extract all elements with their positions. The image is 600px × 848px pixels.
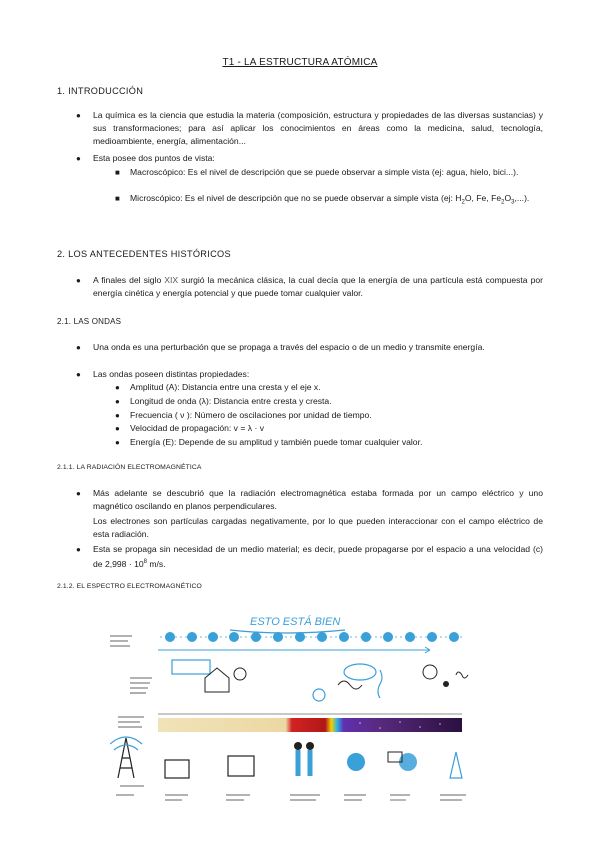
list-item-frecuencia: ● Frecuencia ( ν ): Número de oscilaciones por unidad de tiempo. bbox=[115, 410, 372, 420]
bullet-dot: ● bbox=[115, 411, 120, 420]
radio-tower-icon bbox=[118, 738, 134, 778]
people-icon bbox=[298, 750, 310, 776]
bullet-dot: ● bbox=[76, 343, 81, 352]
paragraph-electrones: Los electrones son partículas cargadas negativamente, por lo que pueden interaccionar con el campo eléctrico de esta radiación. bbox=[93, 516, 543, 539]
bullet-dot: ● bbox=[115, 424, 120, 433]
subbullet-square: ■ bbox=[115, 194, 120, 203]
molecule-icon bbox=[423, 665, 437, 679]
bullet-puntos-vista: ● Esta posee dos puntos de vista: bbox=[76, 153, 215, 163]
list-item-longitud: ● Longitud de onda (λ): Distancia entre cresta y cresta. bbox=[115, 396, 332, 406]
electromagnetic-spectrum-illustration bbox=[110, 600, 480, 818]
bullet-velocidad-luz: ● Esta se propaga sin necesidad de un medio material; es decir, puede propagarse por el espacio a una velocidad (c) de $2,998 \cdot 10^8$ m/s. bbox=[76, 544, 543, 569]
bacteria-icon bbox=[338, 681, 362, 689]
spectrum-bar bbox=[158, 718, 462, 732]
bullet-propiedades: ● Las ondas poseen distintas propiedades: bbox=[76, 369, 250, 379]
handwritten-underline bbox=[230, 630, 345, 633]
section-heading-ondas: 2.1. LAS ONDAS bbox=[57, 317, 122, 326]
bullet-dot: ● bbox=[76, 489, 81, 498]
radioactive-source-icon bbox=[450, 752, 462, 778]
section-heading-espectro: 2.1.2. EL ESPECTRO ELECTROMAGNÉTICO bbox=[57, 583, 202, 590]
bullet-dot: ● bbox=[76, 154, 81, 163]
bullet-dot: ● bbox=[76, 545, 81, 554]
protein-icon bbox=[378, 670, 382, 698]
bullet-siglo-xix: ● A finales del siglo XIX surgió la mecánica clásica, la cual decía que la energía de una partícula está compuesta por energía cinética y energía potencial y que puede tomar cualquier valor. bbox=[76, 275, 543, 298]
subbullet-microscopico: ■ Microscópico: Es el nivel de descripción que no se puede observar a simple vista (ej: $H_2O$, Fe, $Fe_2O_3$,...). bbox=[115, 193, 530, 206]
bullet-dot: ● bbox=[76, 276, 81, 285]
bullet-dot: ● bbox=[115, 438, 120, 447]
ball-icon bbox=[234, 668, 246, 680]
cell-icon bbox=[313, 689, 325, 701]
microwave-icon bbox=[165, 760, 189, 778]
bullet-onda-definicion: ● Una onda es una perturbación que se propaga a través del espacio o de un medio y transmite energía. bbox=[76, 342, 485, 352]
atom-icon bbox=[443, 681, 449, 687]
section-heading-antecedentes: 2. LOS ANTECEDENTES HISTÓRICOS bbox=[57, 249, 231, 259]
stadium-icon bbox=[172, 660, 210, 674]
bullet-dot: ● bbox=[115, 397, 120, 406]
source-caption-scribbles bbox=[116, 795, 466, 800]
bullet-dot: ● bbox=[76, 370, 81, 379]
list-item-velocidad: ● Velocidad de propagación: v = λ · v bbox=[115, 423, 265, 433]
person-head-icon bbox=[306, 742, 314, 750]
section-heading-radiacion: 2.1.1. LA RADIACIÓN ELECTROMAGNÉTICA bbox=[57, 464, 202, 471]
sun-icon bbox=[347, 753, 365, 771]
list-item-amplitud: ● Amplitud (A): Distancia entre una cresta y el eje x. bbox=[115, 382, 321, 392]
virus-icon bbox=[344, 664, 376, 680]
bullet-quimica: ● La química es la ciencia que estudia la materia (composición, estructura y propiedades de las diversas sustancias) y sus transformaciones; para así aplicar los conocimientos en áreas como la medicina, salud, tecnología, medioambiente, energía, alimentación... bbox=[76, 110, 543, 146]
person-head-icon bbox=[294, 742, 302, 750]
section-heading-introduccion: 1. INTRODUCCIÓN bbox=[57, 86, 144, 96]
atomic-nucleus-icon bbox=[456, 672, 468, 678]
bullet-dot: ● bbox=[76, 111, 81, 120]
bullet-radiacion-campos: ● Más adelante se descubrió que la radiación electromagnética estaba formada por un campo eléctrico y uno magnético oscilando en planos perpendiculares. bbox=[76, 488, 543, 511]
radar-icon bbox=[228, 756, 254, 776]
page-title: T1 - LA ESTRUCTURA ATÓMICA bbox=[222, 57, 378, 68]
bullet-dot: ● bbox=[115, 383, 120, 392]
house-icon bbox=[205, 668, 229, 692]
handwritten-title: ESTO ESTÁ BIEN bbox=[250, 616, 341, 628]
subbullet-macroscopico: ■ Macroscópico: Es el nivel de descripción que se puede observar a simple vista (ej: agua, hielo, bici...). bbox=[115, 167, 519, 177]
list-item-energia: ● Energía (E): Depende de su amplitud y también puede tomar cualquier valor. bbox=[115, 437, 423, 447]
subbullet-square: ■ bbox=[115, 168, 120, 177]
